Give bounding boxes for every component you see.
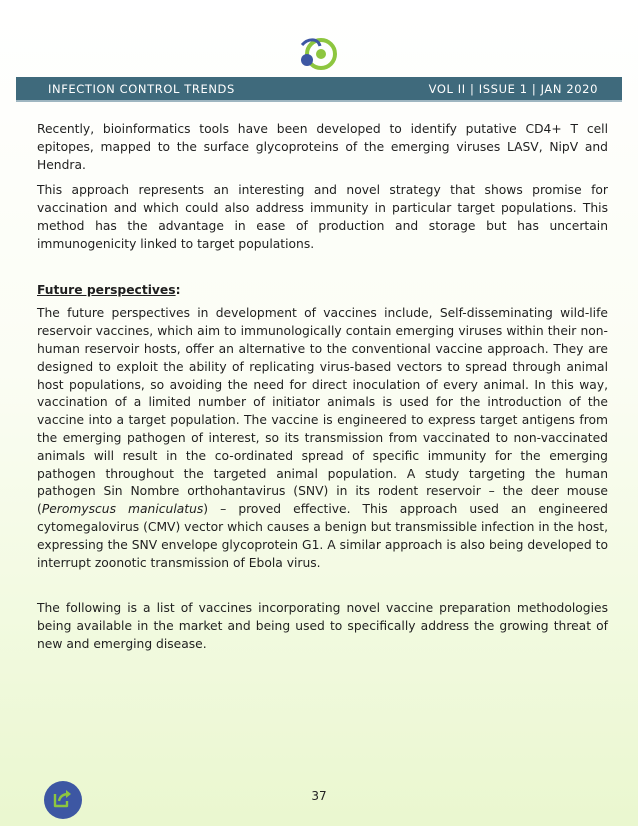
paragraph-approach: This approach represents an interesting and novel strategy that shows promise for vaccination and which could also address immunity in particular target populations. This method has the advantage in ease of production and storage but has uncertain immunogenicity linked to target populations. (37, 183, 608, 251)
paragraph-text-part2: ) – proved effective. This approach used an engineered cytomegalovirus (CMV) vector which causes a benign but transmissible infection in the host, expressing the SNV envelope glycoprotein G1. A similar approach is also being developed to interrupt zoonotic transmission of Ebola virus. (37, 502, 608, 570)
page-number: 37 (311, 789, 327, 803)
species-name: Peromyscus maniculatus (41, 502, 204, 517)
issue-info: VOL II | ISSUE 1 | JAN 2020 (428, 81, 598, 96)
magazine-logo (298, 36, 340, 74)
section-heading-text: Future perspectives (37, 282, 176, 297)
paragraph-text-part1: The future perspectives in development of vaccines include, Self-disseminating wild-life reservoir vaccines, which aim to immunologically contain emerging viruses within their non-human reservoir hosts, offer an alternative to the conventional vaccine approach. They are designed to exploit the ability of replicating virus-based vectors to spread through animal host populations, so avoiding the need for direct inoculation of every animal. In this way, vaccination of a limited number of initiator animals is used for the introduction of the vaccine into a target population. The vaccine is engineered to express target antigens from the emerging pathogen of interest, so its transmission from vaccinated to non-vaccinated animals will result in the co-ordinated spread of specific immunity for the emerging pathogen throughout the targeted animal population. A study targeting the human pathogen Sin Nombre orthohantavirus (SNV) in its rodent reservoir – the deer mouse ( (37, 306, 608, 517)
paragraph-vaccine-list-intro: The following is a list of vaccines incorporating novel vaccine preparation methodologies being available in the market and being used to specifically address the growing threat of new and emerging disease. (37, 601, 608, 651)
paragraph-bioinformatics: Recently, bioinformatics tools have been developed to identify putative CD4+ T cell epitopes, mapped to the surface glycoproteins of the emerging viruses LASV, NipV and Hendra. (37, 122, 608, 172)
header-bar (16, 77, 622, 100)
publication-title: INFECTION CONTROL TRENDS (48, 81, 235, 96)
paragraph-future-perspectives (37, 305, 608, 572)
article-body (37, 121, 608, 662)
section-heading-colon: : (175, 282, 181, 297)
section-heading-future-perspectives (37, 282, 608, 300)
